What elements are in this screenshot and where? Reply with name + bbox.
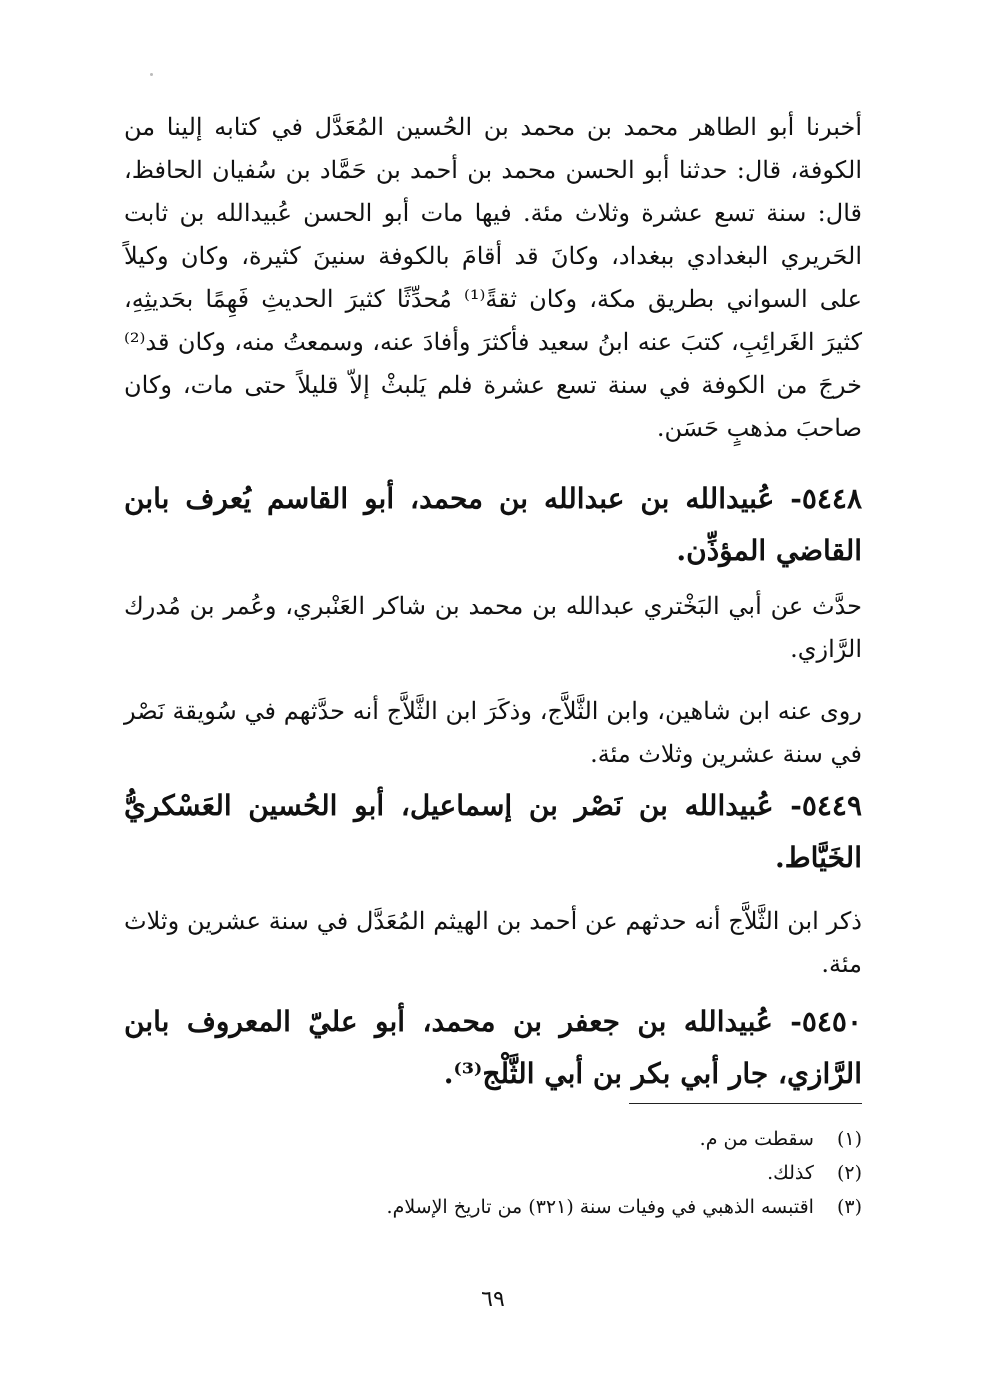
footnote-divider bbox=[629, 1103, 862, 1104]
footnote-2 bbox=[124, 1156, 862, 1190]
footnote-text: اقتبسه الذهبي في وفيات سنة (٣٢١) من تاريخ الإسلام. bbox=[386, 1196, 814, 1218]
footnote-1 bbox=[124, 1122, 862, 1156]
entry-heading-5450: ٥٤٥٠- عُبيدالله بن جعفر بن محمد، أبو عليّ المعروف بابن الرَّازي، جار أبي بكر بن أبي الثَّلْج⁽³⁾. bbox=[124, 1005, 862, 1090]
footnote-text: كذلك. bbox=[767, 1162, 814, 1184]
body-paragraph-4: ذكر ابن الثَّلاَّج أنه حدثهم عن أحمد بن الهيثم المُعَدَّل في سنة عشرين وثلاث مئة. bbox=[124, 907, 862, 978]
scan-speck bbox=[150, 73, 153, 76]
entry-heading-5449: ٥٤٤٩- عُبيدالله بن نَصْر بن إسماعيل، أبو الحُسين العَسْكريُّ الخَيَّاط. bbox=[124, 789, 862, 874]
footnote-text: سقطت من م. bbox=[699, 1128, 814, 1150]
footnote-3 bbox=[124, 1190, 862, 1224]
entry-heading-5448: ٥٤٤٨- عُبيدالله بن عبدالله بن محمد، أبو القاسم يُعرف بابن القاضي المؤذِّن. bbox=[124, 482, 862, 567]
footnote-number: (١) bbox=[836, 1128, 862, 1150]
footnote-number: (٣) bbox=[836, 1196, 862, 1218]
footnotes bbox=[124, 1122, 862, 1224]
body-paragraph-1: أخبرنا أبو الطاهر محمد بن محمد بن الحُسين المُعَدَّل في كتابه إلينا من الكوفة، قال: حدثنا أبو الحسن محمد بن أحمد بن حَمَّاد بن سُفيان الحافظ، قال: سنة تسع عشرة وثلاث مئة. فيها مات أبو الحسن عُبيدالله بن ثابت الحَريري البغدادي ببغداد، وكانَ قد أقامَ بالكوفة سنينَ كثيرة، وكان وكيلاً على السواني بطريق مكة، وكان ثقةً⁽¹⁾ مُحدِّثًا كثيرَ الحديثِ فَهِمًا بحَديثِهِ، كثيرَ الغَرائِبِ، كتبَ عنه ابنُ سعيد فأكثرَ وأفادَ عنه، وسمعتُ منه، وكان قد⁽²⁾ خرجَ من الكوفة في سنة تسع عشرة فلم يَلبثْ إلاّ قليلاً حتى مات، وكان صاحبَ مذهبٍ حَسَن. bbox=[124, 113, 862, 442]
footnote-number: (٢) bbox=[836, 1162, 862, 1184]
body-paragraph-2: حدَّث عن أبي البَخْتري عبدالله بن محمد بن شاكر العَنْبري، وعُمر بن مُدرك الرَّازي. bbox=[124, 592, 862, 663]
page-number: ٦٩ bbox=[481, 1287, 505, 1312]
body-paragraph-3: روى عنه ابن شاهين، وابن الثَّلاَّج، وذكَرَ ابن الثَّلاَّج أنه حدَّثهم في سُويقة نَصْر في سنة عشرين وثلاث مئة. bbox=[124, 697, 862, 768]
